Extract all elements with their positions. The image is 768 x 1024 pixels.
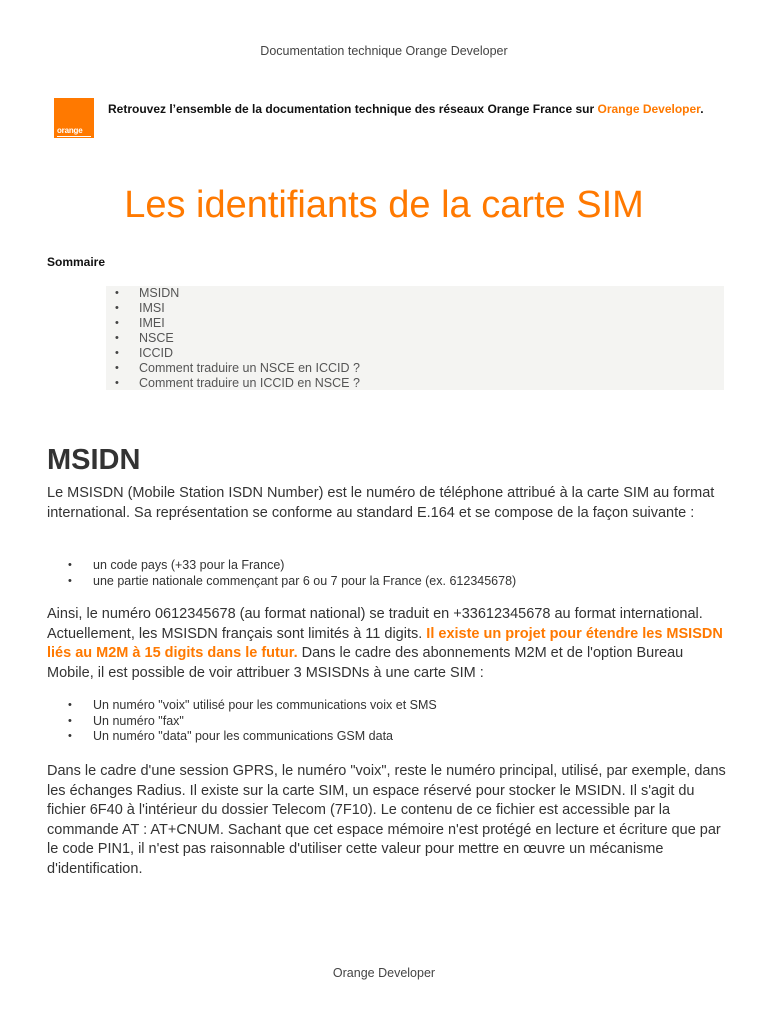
paragraph-text: Dans le cadre des abonnements M2M et de l'option Bureau Mobile, il est possible de voir attribuer 3 MSISDNs à une carte SIM :	[47, 645, 684, 681]
page-footer: Orange Developer	[332, 966, 436, 980]
orange-developer-link[interactable]: Orange Developer	[597, 102, 701, 116]
banner-text-end: .	[700, 102, 704, 116]
logo-text: orange	[57, 126, 83, 135]
toc-item-imei[interactable]: • IMEI	[106, 316, 724, 331]
logo-underline	[57, 136, 91, 137]
toc-item-nsce-to-iccid[interactable]: • Comment traduire un NSCE en ICCID ?	[106, 361, 724, 376]
list-item: • Un numéro "voix" utilisé pour les communications voix et SMS	[47, 698, 727, 714]
list-item: • un code pays (+33 pour la France)	[47, 558, 727, 574]
info-banner	[54, 98, 734, 140]
banner-text	[108, 100, 728, 119]
highlighted-text: Il existe un projet pour étendre les MSISDN liés au M2M à 15 digits dans le futur.	[47, 625, 723, 662]
toc-list	[106, 286, 724, 391]
list-item: • Un numéro "data" pour les communications GSM data	[47, 729, 727, 745]
toc-item-iccid[interactable]: • ICCID	[106, 346, 724, 361]
list-item: • Un numéro "fax"	[47, 714, 727, 730]
toc-item-iccid-to-nsce[interactable]: • Comment traduire un ICCID en NSCE ?	[106, 376, 724, 391]
orange-logo	[54, 98, 94, 138]
page-header: Documentation technique Orange Developer	[260, 44, 508, 58]
paragraph-msisdn-definition: Le MSISDN (Mobile Station ISDN Number) est le numéro de téléphone attribué à la carte SIM au format international. Sa représentation se conforme au standard E.164 et se compose de la façon suivante :	[47, 485, 715, 521]
bullet-list-msisdn-types	[47, 698, 727, 745]
toc-item-nsce[interactable]: • NSCE	[106, 331, 724, 346]
toc-item-imsi[interactable]: • IMSI	[106, 301, 724, 316]
page-title: Les identifiants de la carte SIM	[124, 184, 644, 226]
toc-item-msidn[interactable]: • MSIDN	[106, 286, 724, 301]
list-item: • une partie nationale commençant par 6 ou 7 pour la France (ex. 612345678)	[47, 574, 727, 590]
section-title-msidn: MSIDN	[47, 444, 141, 476]
paragraph-text: Ainsi, le numéro 0612345678 (au format national) se traduit en +33612345678 au format international. Actuellement, les MSISDN français sont limités à 11 digits.	[47, 606, 703, 642]
paragraph-msisdn-format	[47, 605, 727, 683]
table-of-contents	[106, 286, 724, 390]
paragraph-gprs-session: Dans le cadre d'une session GPRS, le numéro "voix", reste le numéro principal, utilisé, par exemple, dans les échanges Radius. Il existe sur la carte SIM, un espace réservé pour stocker le MSIDN. Il s'agit du fichier 6F40 à l'intérieur du dossier Telecom (7F10). Le contenu de ce fichier est accessible par la commande AT : AT+CNUM. Sachant que cet espace mémoire n'est protégé en lecture et écriture que par le code PIN1, il n'est pas raisonnable d'utiliser cette valeur pour mettre en œuvre un mécanisme d'identification.	[47, 763, 726, 877]
toc-heading: Sommaire	[47, 255, 106, 269]
banner-text-main: Retrouvez l’ensemble de la documentation technique des réseaux Orange France sur	[108, 102, 598, 116]
bullet-list-msisdn-parts	[47, 558, 727, 589]
